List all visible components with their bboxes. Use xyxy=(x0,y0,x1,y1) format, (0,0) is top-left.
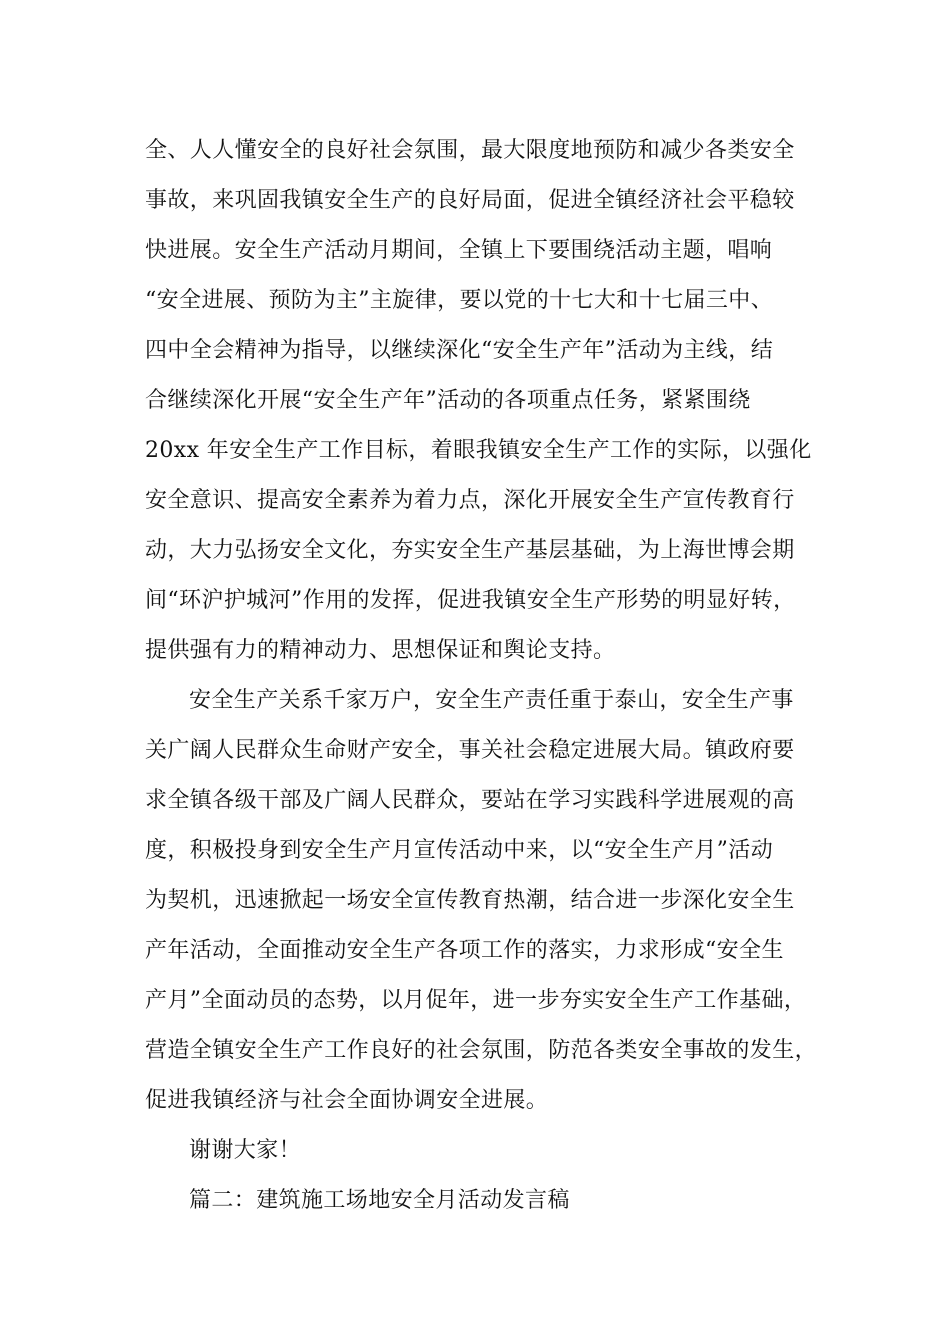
paragraph-1-line-4: “安全进展、预防为主”主旋律，要以党的十七大和十七届三中、 xyxy=(145,288,774,313)
paragraph-1-line-11: 提供强有力的精神动力、思想保证和舆论支持。 xyxy=(145,638,616,663)
paragraph-1-line-7: 20xx 年安全生产工作目标，着眼我镇安全生产工作的实际，以强化 xyxy=(145,438,812,463)
paragraph-2-line-3: 求全镇各级干部及广阔人民群众，要站在学习实践科学进展观的高 xyxy=(145,788,795,813)
paragraph-1-line-10: 间“环沪护城河”作用的发挥，促进我镇安全生产形势的明显好转， xyxy=(145,588,796,613)
paragraph-1-line-9: 动，大力弘扬安全文化，夯实安全生产基层基础，为上海世博会期 xyxy=(145,538,795,563)
paragraph-2-line-9: 促进我镇经济与社会全面协调安全进展。 xyxy=(145,1088,549,1113)
paragraph-2-line-5: 为契机，迅速掀起一场安全宣传教育热潮，结合进一步深化安全生 xyxy=(145,888,795,913)
paragraph-2-line-2: 关广阔人民群众生命财产安全，事关社会稳定进展大局。镇政府要 xyxy=(145,738,795,763)
paragraph-1-line-1: 全、人人懂安全的良好社会氛围，最大限度地预防和减少各类安全 xyxy=(145,138,795,163)
paragraph-2-line-4: 度，积极投身到安全生产月宣传活动中来，以“安全生产月”活动 xyxy=(145,838,774,863)
paragraph-2-line-6: 产年活动，全面推动安全生产各项工作的落实，力求形成“安全生 xyxy=(145,938,784,963)
paragraph-2-line-1: 安全生产关系千家万户，安全生产责任重于泰山，安全生产事 xyxy=(189,688,794,713)
paragraph-1-line-8: 安全意识、提高安全素养为着力点，深化开展安全生产宣传教育行 xyxy=(145,488,795,513)
paragraph-1-line-5: 四中全会精神为指导，以继续深化“安全生产年”活动为主线，结 xyxy=(145,338,774,363)
paragraph-1-line-2: 事故，来巩固我镇安全生产的良好局面，促进全镇经济社会平稳较 xyxy=(145,188,795,213)
next-section-heading: 篇二：建筑施工场地安全月活动发言稿 xyxy=(189,1188,570,1213)
paragraph-2-line-7: 产月”全面动员的态势，以月促年，进一步夯实安全生产工作基础， xyxy=(145,988,807,1013)
paragraph-2-line-8: 营造全镇安全生产工作良好的社会氛围，防范各类安全事故的发生， xyxy=(145,1038,818,1063)
paragraph-1-line-3: 快进展。安全生产活动月期间，全镇上下要围绕活动主题，唱响 xyxy=(145,238,773,263)
closing-thanks: 谢谢大家！ xyxy=(189,1138,302,1163)
paragraph-1-line-6: 合继续深化开展“安全生产年”活动的各项重点任务，紧紧围绕 xyxy=(145,388,751,413)
